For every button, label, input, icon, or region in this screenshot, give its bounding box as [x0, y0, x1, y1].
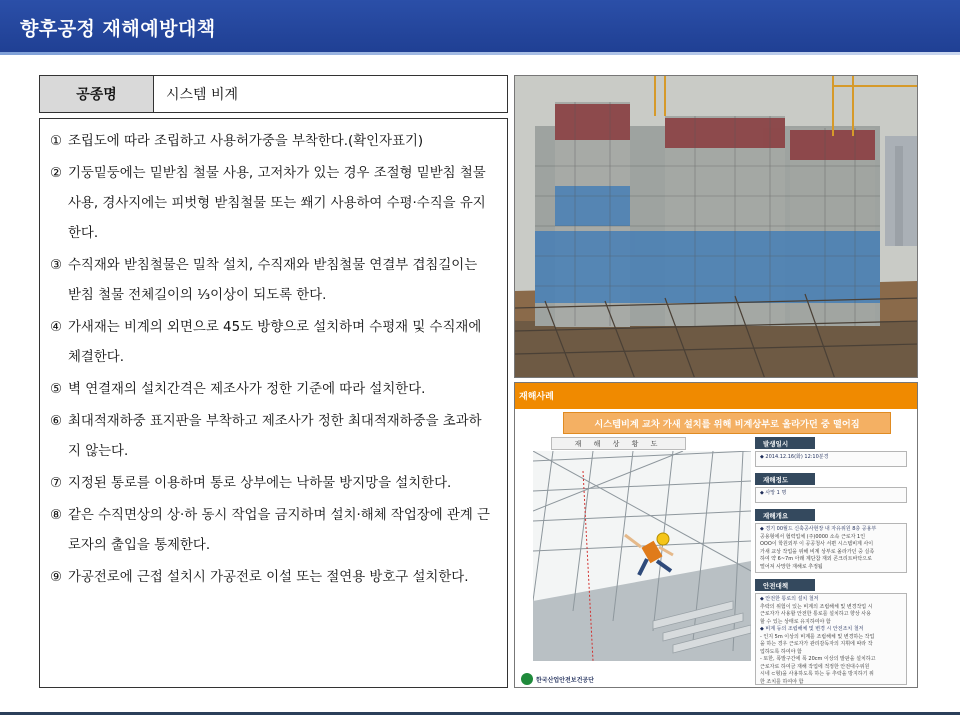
- safety-line: 시네 ⊂형)을 사용하도록 하는 등 추락을 방지하기 위: [760, 671, 874, 677]
- item-text: 조립도에 따라 조립하고 사용허가중을 부착한다.(확인자표기): [68, 134, 424, 149]
- overview-line: OOO이 학원외부 이 공공청사 서편 시스템비계 사이: [760, 541, 874, 547]
- overview-line: ◆ 경기 00월드 신축공사현장 내 자유위원 8층 공용부: [760, 526, 877, 532]
- kosha-logo-icon: [521, 673, 533, 685]
- safety-line: 근로자로 하여금 재해 작업에 적정한 안전대수위원: [760, 663, 870, 670]
- list-item: [50, 407, 493, 467]
- title-bar: [0, 0, 960, 54]
- item-text: 최대적재하중 표지판을 부착하고 제조사가 정한 최대적재하중을 초과하지 않는다.: [68, 414, 482, 459]
- item-text: 가새재는 비계의 외면으로 45도 방향으로 설치하며 수평재 및 수직재에 체결한다.: [68, 320, 482, 365]
- safety-line: ◆ 비계 등의 조립해체 및 변경 시 안전조치 철저: [760, 626, 864, 632]
- item-text: 기둥밑둥에는 밑받침 철물 사용, 고저차가 있는 경우 조절형 밑받침 철물 사용, 경사지에는 피벗형 받침철물 또는 쐐기 사용하여 수평·수직을 유지한다.: [68, 166, 486, 241]
- scene-label-box: [551, 437, 686, 450]
- site-photo: [514, 75, 918, 378]
- item-number: ①: [50, 134, 63, 149]
- safety-line: - 인지 5m 이상의 비계를 조립해체 및 변경하는 작업: [760, 633, 875, 640]
- list-item: [50, 469, 493, 499]
- overview-line: 가새 교상 작업을 위해 비계 상부로 올라가던 중 실족: [760, 548, 875, 555]
- kosha-logo-text: 한국산업안전보건공단: [536, 676, 594, 684]
- safety-line: 추락의 위험이 있는 비계의 조립해체 및 변경작업 시: [760, 603, 873, 610]
- safety-line: 근로자가 사용할 안전한 통로를 설치하고 향상 사용: [760, 611, 871, 617]
- list-item: [50, 563, 493, 593]
- list-item: [50, 251, 493, 311]
- occurrence-date-box: [755, 451, 907, 467]
- item-text: 지정된 통로를 이용하며 통로 상부에는 낙하물 방지망을 설치한다.: [68, 476, 452, 491]
- safety-line: 을 하는 경우 근로자가 관리감독자의 지휘에 따라 작: [760, 641, 873, 647]
- list-item: [50, 127, 493, 157]
- item-number: ⑥: [50, 414, 63, 429]
- work-type-table: [39, 75, 508, 113]
- case-header-label: 재해사례: [519, 392, 554, 402]
- safety-line: 업하도록 하여야 함: [760, 648, 802, 655]
- overview-line: 하여 약 6~7m 아래 계단참 재외 콘크리트바닥으로: [760, 556, 872, 562]
- overview-box: [755, 523, 907, 573]
- severity-heading: 재해정도: [755, 473, 815, 485]
- safety-measures-heading: 안전대책: [755, 579, 815, 591]
- list-item: [50, 159, 493, 249]
- safety-line: 한 조치를 하여야 함: [760, 678, 804, 685]
- safety-line: - 또한, 폭발구간에 폭 20cm 이상의 발판을 설치하고: [760, 656, 876, 662]
- falling-worker-illustration: [533, 451, 751, 661]
- footer-divider: [0, 712, 960, 715]
- severity-box: [755, 487, 907, 503]
- item-text: 같은 수직면상의 상·하 동시 작업을 금지하며 설치·해체 작업장에 관계 근로자의 출입을 통제한다.: [68, 508, 490, 553]
- accident-case-card: [514, 382, 918, 688]
- item-number: ⑦: [50, 476, 63, 491]
- building-scaffold-illustration: [515, 76, 918, 378]
- item-text: 벽 연결재의 설치간격은 제조사가 정한 기준에 따라 설치한다.: [68, 382, 426, 397]
- list-item: [50, 375, 493, 405]
- overview-heading: 재해개요: [755, 509, 815, 521]
- measures-list: [39, 118, 508, 688]
- item-text: 수직재와 받침철물은 밀착 설치, 수직재와 받침철물 연결부 겹침길이는 받침 철물 전체길이의 ⅓이상이 되도록 한다.: [68, 258, 478, 303]
- occurrence-date-heading: 발생일시: [755, 437, 815, 449]
- page-title: 향후공정 재해예방대책: [20, 18, 216, 40]
- safety-line: 할 수 있는 상태로 유지하여야 함: [760, 618, 831, 625]
- safety-line: ◆ 안전한 통로의 설치 철저: [760, 596, 819, 602]
- title-accent-line: [0, 52, 960, 55]
- scene-label: 재 해 상 황 도: [574, 439, 663, 448]
- overview-line: 떨어져 사망한 재해로 추정됨: [760, 563, 823, 570]
- work-type-label: 공종명: [40, 76, 154, 112]
- item-number: ⑧: [50, 508, 63, 523]
- severity-line: ◆ 사망 1 명: [760, 490, 787, 496]
- item-number: ⑨: [50, 570, 63, 585]
- case-banner-text: 시스템비계 교차 가새 설치를 위해 비계상부로 올라가던 중 떨어짐: [594, 419, 860, 430]
- overview-line: 공용형에서 협력업체 (주)0000 소속 근로자 1인: [760, 533, 866, 540]
- item-number: ③: [50, 258, 63, 273]
- item-text: 가공전로에 근접 설치시 가공전로 이설 또는 절연용 방호구 설치한다.: [68, 570, 469, 585]
- safety-measures-box: [755, 593, 907, 685]
- list-item: [50, 313, 493, 373]
- case-header-bar: [515, 383, 918, 409]
- work-type-value: 시스템 비계: [166, 87, 239, 103]
- accident-scene-illustration: [533, 451, 751, 661]
- item-number: ⑤: [50, 382, 63, 397]
- kosha-logo: [521, 673, 594, 685]
- case-banner: [563, 412, 891, 434]
- item-number: ④: [50, 320, 63, 335]
- list-item: [50, 501, 493, 561]
- occurrence-date-line: ◆ 2014.12.16(화) 12:10분경: [760, 454, 829, 460]
- item-number: ②: [50, 166, 63, 181]
